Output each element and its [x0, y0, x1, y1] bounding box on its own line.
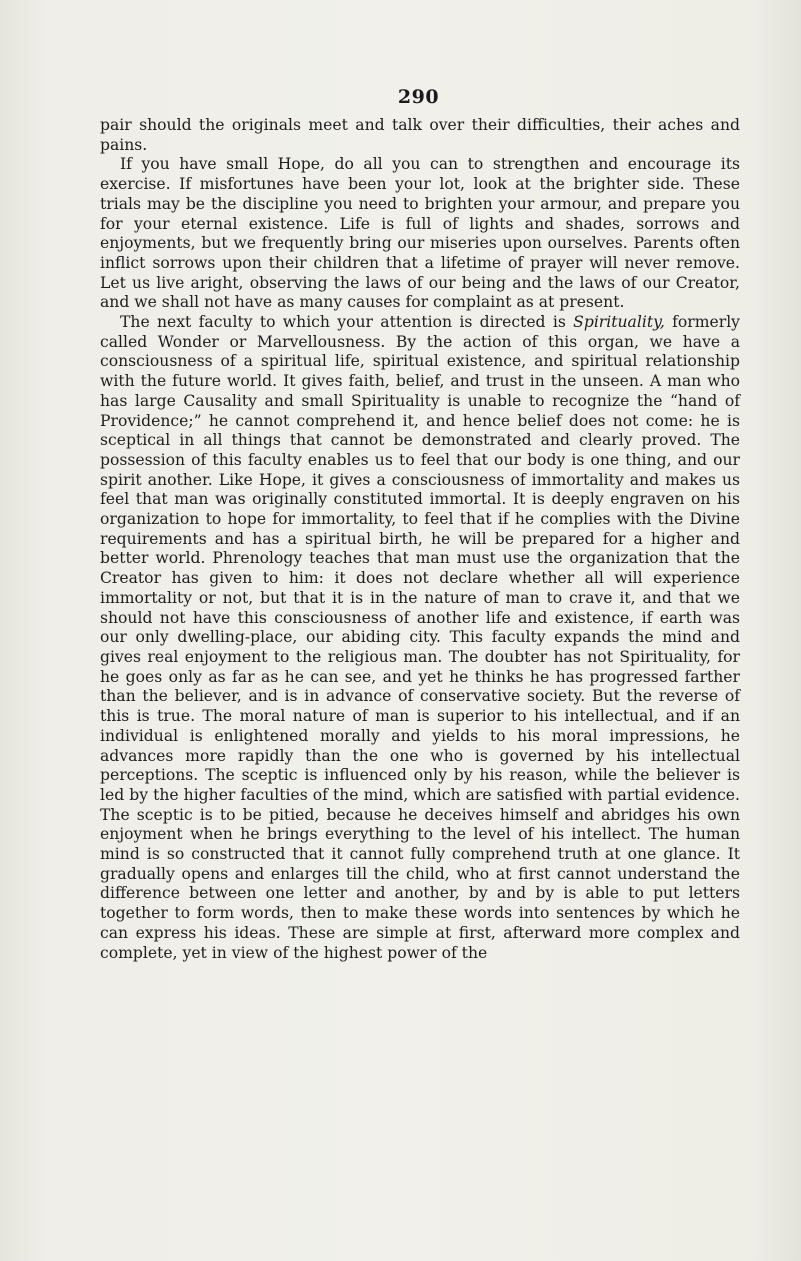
page-number: 290	[397, 86, 440, 108]
paragraph-spirituality-body: formerly called Wonder or Marvellousness. By the action of this organ, we have a consciousness of a spiritual life, spiritual existence, and spiritual relationship with the future world. It gives faith, belief, and trust in the unseen. A man who has large Causality and small Spirituality is unable to recognize the “hand of Providence;” he cannot comprehend it, and hence belief does not come: he is sceptical in all things that cannot be demonstrated and clearly proved. The possession of this faculty enables us to feel that our body is one thing, and our spirit another. Like Hope, it gives a consciousness of immortality and makes us feel that man was originally constituted immortal. It is deeply engraven on his organization to hope for immortality, to feel that if he complies with the Divine requirements and has a spiritual birth, he will be prepared for a higher and better world. Phrenology teaches that man must use the organization that the Creator has given to him: it does not declare whether all will experience immortality or not, but that it is in the nature of man to crave it, and that we should not have this consciousness of another life and existence, if earth was our only dwelling-place, our abiding city. This faculty expands the mind and gives real enjoyment to the religious man. The doubter has not Spirituality, for he goes only as far as he can see, and yet he thinks he has progressed farther than the believer, and is in advance of conservative society. But the reverse of this is true. The moral nature of man is superior to his intellectual, and if an individual is enlightened morally and yields to his moral impressions, he advances more rapidly than the one who is governed by his intellectual perceptions. The sceptic is influenced only by his reason, while the believer is led by the higher faculties of the mind, which are satisfied with partial evidence. The sceptic is to be pitied, because he deceives himself and abridges his own enjoyment when he brings everything to the level of his intellect. The human mind is so constructed that it cannot fully comprehend truth at one glance. It gradually opens and enlarges till the child, who at first cannot understand the difference between one letter and another, by and by is able to put letters together to form words, then to make these words into sentences by which he can express his ideas. These are simple at first, afterward more complex and complete, yet in view of the highest power of the	[100, 313, 740, 962]
paragraph-spirituality-intro: The next faculty to which your attention is directed is	[120, 313, 574, 332]
paragraph-hope: If you have small Hope, do all you can to strengthen and encourage its exercise. If misfortunes have been your lot, look at the brighter side. These trials may be the discipline you need to brighten your armour, and prepare you for your eternal existence. Life is full of lights and shades, sorrows and enjoyments, but we frequently bring our miseries upon ourselves. Parents often inflict sorrows upon their children that a lifetime of prayer will never remove. Let us live aright, observing the laws of our being and the laws of our Creator, and we shall not have as many causes for complaint as at present.	[100, 155, 740, 312]
body-text	[100, 116, 740, 963]
paragraph-spirituality	[100, 313, 740, 963]
term-spirituality: Spirituality,	[573, 313, 665, 332]
paragraph-continuation: pair should the originals meet and talk over their difficulties, their aches and pains.	[100, 116, 740, 154]
